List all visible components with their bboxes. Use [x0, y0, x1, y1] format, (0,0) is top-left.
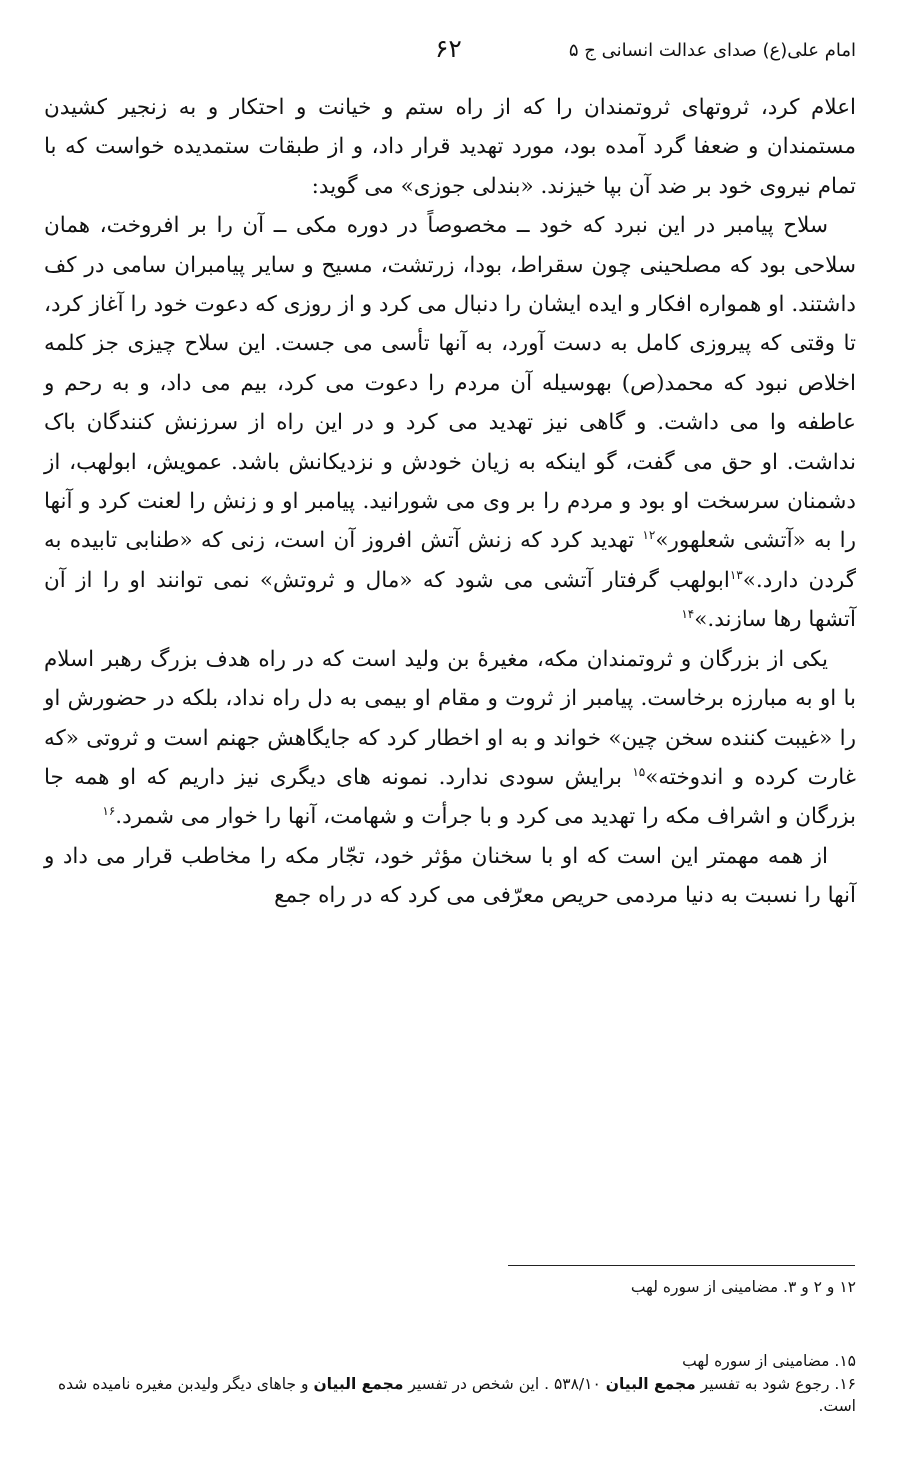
paragraph-2-part-1: سلاح پیامبر در این نبرد که خود ــ مخصوصاً در دوره مکی ــ آن را بر افروخت، همان سلاحی بود که مصلحینی چون سقراط، بودا، زرتشت، مسیح و سایر پیامبران سامی در کف داشتند. او همواره افکار و ایده ایشان را دنبال می کرد و از روزی که دعوت خود را آغاز کرد، تا وقتی که پیروزی کامل به دست آورد، به آنها تأسی می جست. این سلاح چیزی جز کلمه اخلاص نبود که محمد(ص) بهوسیله آن مردم را دعوت می کرد، بیم می داد، و به رحم و عاطفه وا می داشت. و گاهی نیز تهدید می کرد و در این راه از سرزنش کنندگان باک نداشت. او حق می گفت، گو اینکه به زیان خودش و نزدیکانش باشد. عمویش، ابولهب، از دشمنان سرسخت او بود و مردم را بر وی می شورانید. پیامبر او و زنش را لعنت کرد و آنها را به «آتشی شعلهور» [44, 213, 856, 554]
paragraph-3-part-1: یکی از بزرگان و ثروتمندان مکه، مغیرهٔ بن ولید است که در راه هدف بزرگ رهبر اسلام با او به مبارزه برخاست. پیامبر از ثروت و مقام او بیمی به دل راه نداد، بلکه در حضورش او را «غیبت کننده سخن چین» خواند و به او اخطار کرد که جایگاهش جهنم است و ثروتی «که غارت کرده و اندوخته» [44, 646, 857, 790]
footnote-ref-14: ۱۴ [681, 607, 695, 622]
footnotes-15-16 [44, 1350, 856, 1418]
paragraph-1: اعلام کرد، ثروتهای ثروتمندان را که از راه ستم و خیانت و احتکار و به زنجیر کشیدن مستمندان و ضعفا گرد آمده بود، مورد تهدید قرار داد، و از طبقات ستمدیده خواست که با تمام نیروی خود بر ضد آن بپا خیزند. «بندلی جوزی» می گوید: [44, 95, 856, 199]
footnote-16: ۱۶. رجوع شود به تفسیر مجمع البیان ۵۳۸/۱۰ . این شخص در تفسیر مجمع البیان و جاهای دیگر ولیدبن مغیره نامیده شده است. [58, 1374, 856, 1415]
footnote-ref-16: ۱۶ [102, 804, 116, 819]
footnote-ref-13: ۱۳ [729, 567, 743, 582]
running-title: امام علی(ع) صدای عدالت انسانی ج ۵ [568, 40, 856, 61]
footnote-15: ۱۵. مضامینی از سوره لهب [682, 1352, 856, 1370]
footnote-ref-12: ۱۲ [642, 528, 656, 543]
page-header [40, 34, 856, 74]
book-title: مجمع البیان [313, 1374, 404, 1393]
paragraph-3-part-2: برایش سودی ندارد. نمونه های دیگری نیز داریم که او همه جا بزرگان و اشراف مکه را تهدید می کرد و با جرأت و شهامت، آنها را خوار می شمرد. [44, 764, 856, 830]
body-text [44, 88, 856, 916]
paragraph-2-part-2: تهدید کرد که زنش آتش افروز آن است، زنی که «طنابی تابیده به گردن دارد.» [44, 528, 856, 593]
page-number: ۶۲ [435, 34, 462, 63]
paragraph-2-part-3: ابولهب گرفتار آتشی می شود که «مال و ثروتش» نمی توانند او را از آن آتشها رها سازند.» [44, 567, 856, 633]
paragraph-3 [44, 640, 856, 837]
book-title: مجمع البیان [605, 1374, 696, 1393]
paragraph-4: از همه مهمتر این است که او با سخنان مؤثر خود، تجّار مکه را مخاطب قرار می داد و آنها را نسبت به دنیا مردمی حریص معرّفی می کرد که در راه جمع [44, 843, 856, 909]
footnote-12-14: ۱۲ و ۲ و ۳. مضامینی از سوره لهب [630, 1278, 856, 1296]
paragraph-2 [44, 206, 856, 639]
footnote-ref-15: ۱۵ [632, 764, 646, 779]
footnote-divider [508, 1265, 855, 1266]
